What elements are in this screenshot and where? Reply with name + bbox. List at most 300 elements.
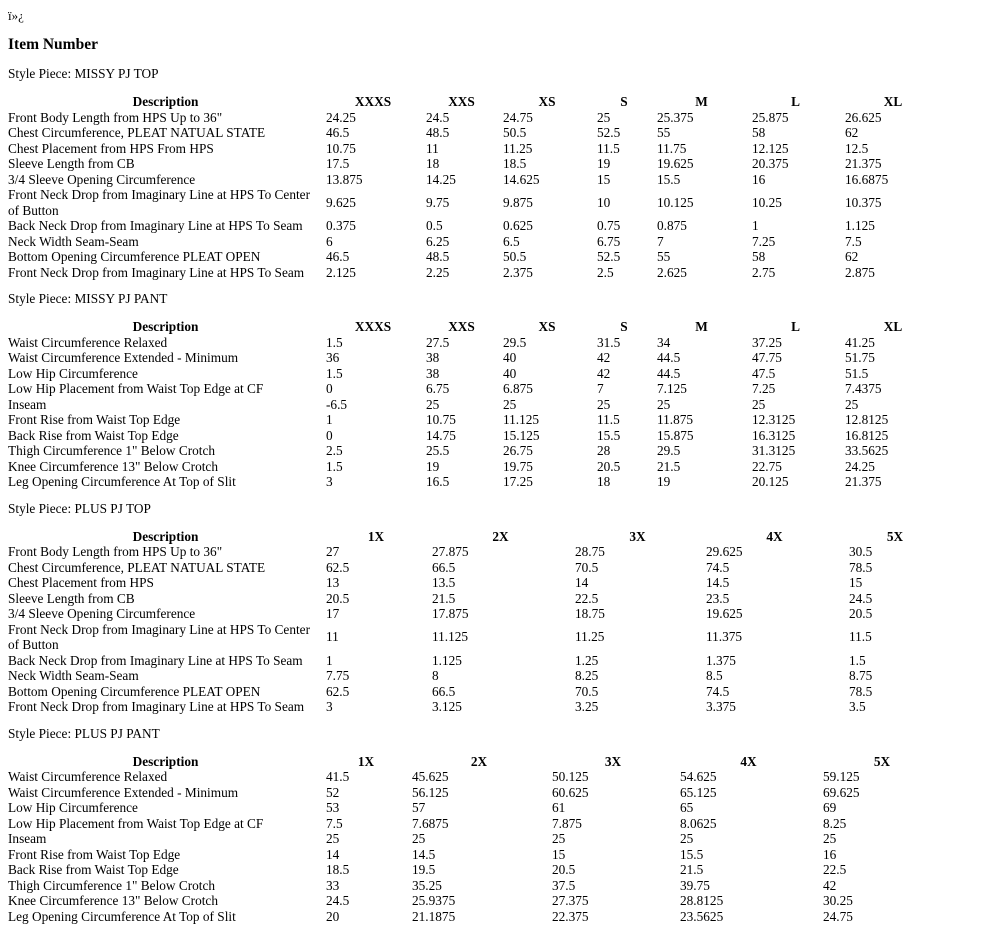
- table-row: [8, 218, 944, 234]
- cell-value: 10.25: [752, 194, 782, 210]
- cell-value: 7.5: [845, 233, 862, 249]
- cell-value: 22.375: [552, 908, 589, 924]
- cell-value: 52.5: [597, 249, 621, 264]
- cell-value: 15.5: [597, 427, 621, 443]
- table-row: [8, 141, 944, 157]
- cell-value: 50.125: [552, 769, 589, 784]
- size-table-section: [8, 501, 992, 715]
- row-description: Thigh Circumference 1" Below Crotch: [8, 443, 216, 458]
- cell-value: 57: [412, 800, 426, 815]
- cell-value: 6: [326, 233, 333, 249]
- table-row: [8, 831, 944, 847]
- cell-value: 42: [823, 877, 837, 893]
- size-table: [8, 754, 944, 925]
- cell-value: 74.5: [706, 559, 730, 575]
- cell-value: 51.75: [845, 350, 875, 365]
- table-row: [8, 110, 944, 126]
- column-header-description: Description: [132, 528, 199, 544]
- cell-value: 44.5: [657, 350, 681, 365]
- cell-value: 24.75: [503, 109, 533, 125]
- table-row: [8, 591, 944, 607]
- cell-value: 40: [503, 350, 517, 365]
- cell-value: 25: [680, 831, 694, 846]
- row-description: 3/4 Sleeve Opening Circumference: [8, 606, 196, 621]
- cell-value: 19.625: [657, 156, 694, 171]
- cell-value: 60.625: [552, 784, 589, 800]
- cell-value: 19.75: [503, 458, 533, 474]
- cell-value: 19.625: [706, 606, 743, 621]
- cell-value: 78.5: [849, 559, 873, 575]
- cell-value: 61: [552, 800, 566, 815]
- column-header-size: 2X: [470, 753, 488, 769]
- cell-value: 16.5: [426, 474, 450, 489]
- cell-value: 47.75: [752, 350, 782, 365]
- cell-value: 41.5: [326, 769, 350, 784]
- cell-value: 20: [326, 908, 340, 924]
- cell-value: 3.25: [575, 699, 599, 714]
- cell-value: 8.0625: [680, 815, 717, 831]
- column-header-size: 4X: [766, 528, 783, 544]
- table-row: [8, 800, 944, 816]
- table-row: [8, 249, 944, 265]
- cell-value: 29.5: [503, 334, 527, 350]
- cell-value: 15.125: [503, 427, 540, 443]
- cell-value: 3.5: [849, 699, 866, 714]
- cell-value: 3.375: [706, 699, 736, 714]
- row-description: Sleeve Length from CB: [8, 590, 135, 606]
- table-row: [8, 187, 944, 218]
- page-title: Item Number: [8, 36, 98, 53]
- cell-value: 0.875: [657, 218, 687, 233]
- cell-value: 19: [657, 474, 671, 489]
- cell-value: 25: [597, 396, 611, 412]
- cell-value: 16: [823, 846, 837, 862]
- cell-value: 20.125: [752, 474, 789, 489]
- row-description: Inseam: [8, 831, 47, 846]
- cell-value: 15.5: [680, 846, 704, 862]
- table-row: [8, 893, 944, 909]
- cell-value: 6.25: [426, 233, 450, 249]
- cell-value: 15.5: [657, 171, 681, 187]
- row-description: Neck Width Seam-Seam: [8, 668, 139, 683]
- cell-value: 14.625: [503, 171, 540, 187]
- row-description: Waist Circumference Extended - Minimum: [8, 784, 239, 800]
- cell-value: 55: [657, 249, 671, 264]
- cell-value: 11.5: [849, 629, 872, 645]
- cell-value: 15: [552, 846, 566, 862]
- cell-value: 55: [657, 125, 671, 140]
- cell-value: 1.5: [326, 458, 343, 474]
- table-row: [8, 560, 944, 576]
- row-description: Back Rise from Waist Top Edge: [8, 427, 179, 443]
- column-header-description: Description: [132, 753, 199, 769]
- cell-value: 74.5: [706, 683, 730, 699]
- cell-value: 18.5: [503, 156, 527, 171]
- cell-value: 52: [326, 784, 340, 800]
- row-description: Front Body Length from HPS Up to 36": [8, 109, 223, 125]
- cell-value: 10.75: [426, 412, 456, 427]
- cell-value: 11.5: [597, 140, 620, 156]
- cell-value: 7.125: [657, 381, 687, 396]
- column-header-size: XXXS: [354, 94, 392, 109]
- row-description: Bottom Opening Circumference PLEAT OPEN: [8, 683, 261, 699]
- row-description: Front Neck Drop from Imaginary Line at HPS To Seam: [8, 699, 305, 714]
- cell-value: 24.5: [326, 893, 350, 908]
- column-header-size: XXS: [448, 94, 475, 109]
- cell-value: -6.5: [326, 396, 348, 412]
- size-table-section: [8, 291, 992, 490]
- cell-value: 8.75: [849, 668, 873, 683]
- table-row: [8, 862, 944, 878]
- cell-value: 0.375: [326, 218, 356, 233]
- cell-value: 11.125: [503, 412, 540, 427]
- cell-value: 1.375: [706, 652, 736, 668]
- row-description: Low Hip Circumference: [8, 800, 138, 815]
- cell-value: 11.875: [657, 412, 694, 427]
- cell-value: 53: [326, 800, 340, 815]
- cell-value: 1: [752, 218, 759, 233]
- size-table-section: [8, 726, 992, 925]
- cell-value: 2.5: [597, 264, 614, 280]
- row-description: Neck Width Seam-Seam: [8, 233, 139, 249]
- cell-value: 46.5: [326, 125, 350, 140]
- cell-value: 12.125: [752, 140, 789, 156]
- cell-value: 24.75: [823, 908, 853, 924]
- column-header-size: 5X: [886, 528, 904, 544]
- cell-value: 20.5: [849, 606, 873, 621]
- cell-value: 24.25: [845, 458, 875, 474]
- table-row: [8, 366, 944, 382]
- table-row: [8, 668, 944, 684]
- row-description: Waist Circumference Relaxed: [8, 769, 168, 784]
- cell-value: 27.875: [432, 544, 469, 559]
- table-row: [8, 653, 944, 669]
- style-piece-label: Style Piece: MISSY PJ PANT: [8, 291, 168, 306]
- row-description: Back Rise from Waist Top Edge: [8, 862, 179, 877]
- cell-value: 28: [597, 443, 611, 458]
- style-piece-label: Style Piece: MISSY PJ TOP: [8, 66, 159, 81]
- cell-value: 11.25: [503, 140, 533, 156]
- cell-value: 24.25: [326, 109, 356, 125]
- cell-value: 7.75: [326, 668, 350, 683]
- cell-value: 21.1875: [412, 908, 456, 924]
- cell-value: 10.375: [845, 194, 882, 210]
- row-description: Knee Circumference 13" Below Crotch: [8, 458, 218, 474]
- table-row: [8, 575, 944, 591]
- table-row: [8, 544, 944, 560]
- cell-value: 41.25: [845, 334, 875, 350]
- cell-value: 70.5: [575, 559, 599, 575]
- cell-value: 35.25: [412, 877, 442, 893]
- cell-value: 46.5: [326, 249, 350, 264]
- cell-value: 0: [326, 427, 333, 443]
- cell-value: 19: [597, 156, 611, 171]
- cell-value: 62.5: [326, 559, 350, 575]
- row-description: Chest Circumference, PLEAT NATUAL STATE: [8, 559, 266, 575]
- cell-value: 70.5: [575, 683, 599, 699]
- cell-value: 7.5: [326, 815, 343, 831]
- cell-value: 39.75: [680, 877, 710, 893]
- cell-value: 2.75: [752, 264, 776, 280]
- cell-value: 10.75: [326, 140, 356, 156]
- column-header-size: XS: [538, 319, 556, 334]
- cell-value: 3: [326, 474, 333, 489]
- cell-value: 40: [503, 365, 517, 381]
- cell-value: 1: [326, 412, 333, 427]
- cell-value: 1.125: [432, 652, 462, 668]
- column-header-size: XXS: [448, 319, 475, 334]
- cell-value: 29.625: [706, 544, 743, 559]
- cell-value: 20.375: [752, 156, 789, 171]
- cell-value: 7.25: [752, 381, 776, 396]
- cell-value: 1.5: [326, 334, 343, 350]
- cell-value: 0.625: [503, 218, 533, 233]
- cell-value: 30.5: [849, 544, 873, 559]
- cell-value: 62: [845, 249, 859, 264]
- cell-value: 1.5: [326, 365, 343, 381]
- cell-value: 69: [823, 800, 837, 815]
- row-description: 3/4 Sleeve Opening Circumference: [8, 171, 196, 187]
- row-description: Low Hip Placement from Waist Top Edge at CF: [8, 381, 264, 396]
- table-row: [8, 397, 944, 413]
- cell-value: 11.5: [597, 412, 620, 427]
- cell-value: 2.625: [657, 264, 687, 280]
- cell-value: 14: [326, 846, 340, 862]
- cell-value: 19: [426, 458, 440, 474]
- cell-value: 8: [432, 668, 439, 683]
- cell-value: 23.5625: [680, 908, 724, 924]
- cell-value: 7: [597, 381, 604, 396]
- cell-value: 31.5: [597, 334, 621, 350]
- header-row: [8, 529, 944, 545]
- cell-value: 11.125: [432, 629, 469, 645]
- cell-value: 45.625: [412, 769, 449, 784]
- cell-value: 1.125: [845, 218, 875, 233]
- cell-value: 33.5625: [845, 443, 889, 458]
- cell-value: 25.5: [426, 443, 450, 458]
- cell-value: 17.5: [326, 156, 350, 171]
- row-description: Inseam: [8, 396, 47, 412]
- table-row: [8, 350, 944, 366]
- size-table-section: [8, 66, 992, 280]
- cell-value: 13.5: [432, 575, 456, 590]
- cell-value: 12.8125: [845, 412, 889, 427]
- cell-value: 7: [657, 233, 664, 249]
- row-description: Low Hip Placement from Waist Top Edge at CF: [8, 815, 264, 831]
- cell-value: 48.5: [426, 249, 450, 264]
- cell-value: 11: [426, 140, 439, 156]
- cell-value: 14.75: [426, 427, 456, 443]
- cell-value: 25: [412, 831, 426, 846]
- cell-value: 15: [597, 171, 611, 187]
- row-description: Front Neck Drop from Imaginary Line at HPS To Center of Button: [8, 187, 311, 218]
- cell-value: 16: [752, 171, 766, 187]
- cell-value: 78.5: [849, 683, 873, 699]
- cell-value: 16.6875: [845, 171, 889, 187]
- cell-value: 25: [845, 396, 859, 412]
- row-description: Low Hip Circumference: [8, 365, 138, 381]
- table-row: [8, 156, 944, 172]
- column-header-description: Description: [132, 94, 199, 109]
- cell-value: 58: [752, 125, 766, 140]
- table-row: [8, 443, 944, 459]
- table-row: [8, 125, 944, 141]
- row-description: Front Rise from Waist Top Edge: [8, 412, 181, 427]
- cell-value: 27: [326, 544, 340, 559]
- header-row: [8, 94, 944, 110]
- cell-value: 17.25: [503, 474, 533, 489]
- cell-value: 6.875: [503, 381, 533, 396]
- cell-value: 36: [326, 350, 340, 365]
- cell-value: 27.5: [426, 334, 450, 350]
- cell-value: 59.125: [823, 769, 860, 784]
- cell-value: 0: [326, 381, 333, 396]
- cell-value: 9.75: [426, 194, 450, 210]
- cell-value: 47.5: [752, 365, 776, 381]
- cell-value: 20.5: [326, 590, 350, 606]
- cell-value: 66.5: [432, 683, 456, 699]
- column-header-size: M: [695, 94, 708, 109]
- cell-value: 10: [597, 194, 611, 210]
- cell-value: 6.5: [503, 233, 520, 249]
- cell-value: 21.5: [432, 590, 456, 606]
- cell-value: 14.5: [706, 575, 730, 590]
- cell-value: 25: [426, 396, 440, 412]
- cell-value: 14.5: [412, 846, 436, 862]
- cell-value: 9.625: [326, 194, 356, 210]
- cell-value: 10.125: [657, 194, 694, 210]
- column-header-size: S: [620, 319, 628, 334]
- column-header-size: 1X: [367, 528, 385, 544]
- cell-value: 24.5: [426, 109, 450, 125]
- table-row: [8, 459, 944, 475]
- cell-value: 22.75: [752, 458, 782, 474]
- cell-value: 31.3125: [752, 443, 796, 458]
- cell-value: 2.25: [426, 264, 450, 280]
- table-row: [8, 699, 944, 715]
- table-row: [8, 335, 944, 351]
- cell-value: 2.5: [326, 443, 343, 458]
- table-row: [8, 474, 944, 490]
- row-description: Leg Opening Circumference At Top of Slit: [8, 908, 236, 924]
- cell-value: 52.5: [597, 125, 621, 140]
- row-description: Chest Placement from HPS From HPS: [8, 140, 214, 156]
- cell-value: 16.3125: [752, 427, 796, 443]
- cell-value: 25: [752, 396, 766, 412]
- cell-value: 29.5: [657, 443, 681, 458]
- cell-value: 38: [426, 365, 440, 381]
- column-header-size: XXXS: [354, 319, 392, 334]
- cell-value: 0.75: [597, 218, 621, 233]
- row-description: Front Neck Drop from Imaginary Line at HPS To Seam: [8, 264, 305, 280]
- cell-value: 21.375: [845, 474, 882, 489]
- cell-value: 50.5: [503, 125, 527, 140]
- column-header-description: Description: [132, 319, 199, 334]
- table-row: [8, 684, 944, 700]
- cell-value: 13.875: [326, 171, 363, 187]
- cell-value: 33: [326, 877, 340, 893]
- cell-value: 2.125: [326, 264, 356, 280]
- table-row: [8, 265, 944, 281]
- cell-value: 15: [849, 575, 863, 590]
- style-piece-label: Style Piece: PLUS PJ PANT: [8, 725, 160, 741]
- row-description: Leg Opening Circumference At Top of Slit: [8, 474, 236, 489]
- cell-value: 14.25: [426, 171, 456, 187]
- cell-value: 62: [845, 125, 859, 140]
- cell-value: 7.875: [552, 815, 582, 831]
- column-header-size: XS: [538, 94, 556, 109]
- cell-value: 1: [326, 652, 333, 668]
- cell-value: 50.5: [503, 249, 527, 264]
- row-description: Bottom Opening Circumference PLEAT OPEN: [8, 249, 261, 264]
- column-header-size: 4X: [740, 753, 757, 769]
- cell-value: 25: [552, 831, 566, 846]
- row-description: Chest Circumference, PLEAT NATUAL STATE: [8, 125, 266, 140]
- cell-value: 7.25: [752, 233, 776, 249]
- table-row: [8, 847, 944, 863]
- cell-value: 1.5: [849, 652, 866, 668]
- row-description: Back Neck Drop from Imaginary Line at HPS To Seam: [8, 652, 303, 668]
- cell-value: 22.5: [575, 590, 599, 606]
- column-header-size: S: [620, 94, 628, 109]
- style-piece-label: Style Piece: PLUS PJ TOP: [8, 500, 151, 516]
- column-header-size: 3X: [604, 753, 622, 769]
- cell-value: 9.875: [503, 194, 533, 210]
- cell-value: 16.8125: [845, 427, 889, 443]
- cell-value: 18: [426, 156, 440, 171]
- tables-container: [8, 66, 992, 924]
- cell-value: 65.125: [680, 784, 717, 800]
- cell-value: 2.875: [845, 264, 875, 280]
- cell-value: 37.5: [552, 877, 576, 893]
- row-description: Front Rise from Waist Top Edge: [8, 846, 181, 862]
- cell-value: 21.5: [657, 458, 681, 474]
- cell-value: 27.375: [552, 893, 589, 908]
- cell-value: 22.5: [823, 862, 847, 877]
- size-table: [8, 94, 944, 280]
- cell-value: 11.75: [657, 140, 687, 156]
- row-description: Front Body Length from HPS Up to 36": [8, 544, 223, 559]
- table-row: [8, 909, 944, 925]
- table-row: [8, 412, 944, 428]
- cell-value: 66.5: [432, 559, 456, 575]
- cell-value: 20.5: [552, 862, 576, 877]
- row-description: Chest Placement from HPS: [8, 575, 154, 590]
- column-header-size: 5X: [873, 753, 891, 769]
- cell-value: 7.4375: [845, 381, 882, 396]
- column-header-size: M: [695, 319, 708, 334]
- cell-value: 13: [326, 575, 340, 590]
- cell-value: 20.5: [597, 458, 621, 474]
- cell-value: 6.75: [597, 233, 621, 249]
- cell-value: 11: [326, 629, 339, 645]
- cell-value: 3: [326, 699, 333, 714]
- cell-value: 44.5: [657, 365, 681, 381]
- cell-value: 26.75: [503, 443, 533, 458]
- cell-value: 6.75: [426, 381, 450, 396]
- cell-value: 37.25: [752, 334, 782, 350]
- cell-value: 21.375: [845, 156, 882, 171]
- column-header-size: L: [791, 94, 800, 109]
- row-description: Thigh Circumference 1" Below Crotch: [8, 877, 216, 893]
- row-description: Front Neck Drop from Imaginary Line at HPS To Center of Button: [8, 621, 311, 652]
- cell-value: 25.875: [752, 109, 789, 125]
- cell-value: 38: [426, 350, 440, 365]
- table-row: [8, 816, 944, 832]
- cell-value: 58: [752, 249, 766, 264]
- cell-value: 28.8125: [680, 893, 724, 908]
- size-table: [8, 529, 944, 715]
